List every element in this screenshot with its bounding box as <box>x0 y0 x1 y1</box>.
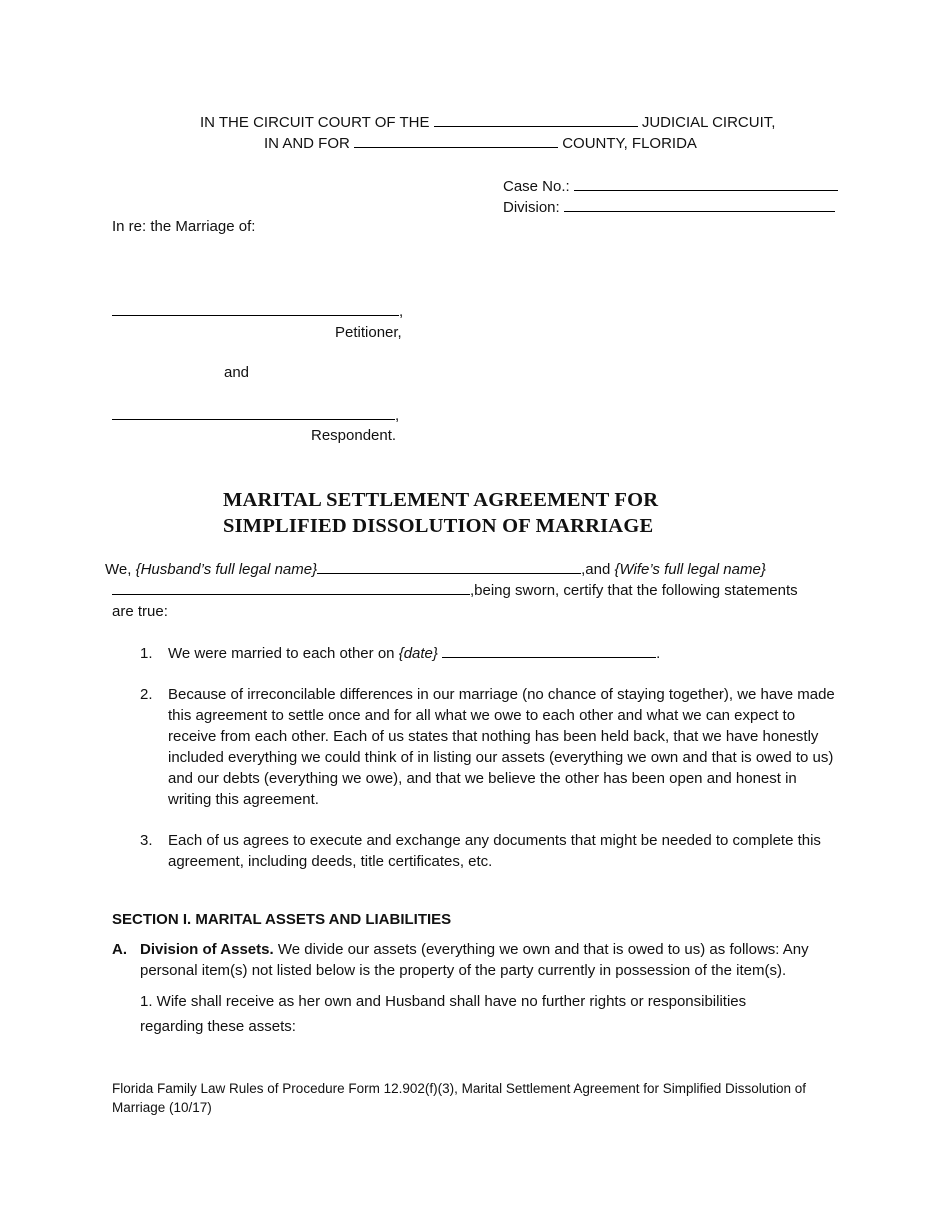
division-row <box>503 197 835 218</box>
item-number: 2. <box>140 686 153 703</box>
intro-line1 <box>105 559 766 580</box>
form-footer: Florida Family Law Rules of Procedure Form 12.902(f)(3), Marital Settlement Agreement for Simplified Dissolution of Marriage (10/17) <box>112 1081 807 1115</box>
are-true-text: are true: <box>112 603 168 620</box>
petitioner-name-row <box>112 301 403 322</box>
county-line <box>264 133 697 154</box>
county-prefix: IN AND FOR <box>264 135 350 152</box>
court-circuit-line <box>200 112 775 133</box>
wife-name-placeholder: {Wife’s full legal name} <box>614 561 766 578</box>
document-title-line2: SIMPLIFIED DISSOLUTION OF MARRIAGE <box>223 515 654 537</box>
item-married-date <box>168 643 660 664</box>
document-title-line1: MARITAL SETTLEMENT AGREEMENT FOR <box>223 489 659 511</box>
husband-name-placeholder: {Husband’s full legal name} <box>135 561 318 578</box>
division-blank[interactable] <box>564 197 835 212</box>
case-no-label: Case No.: <box>503 178 570 195</box>
item-number: 1. <box>140 645 153 662</box>
section-heading: SECTION I. MARITAL ASSETS AND LIABILITIES <box>112 911 452 928</box>
comma: , <box>399 303 404 320</box>
respondent-label: Respondent. <box>311 427 397 444</box>
court-prefix: IN THE CIRCUIT COURT OF THE <box>200 114 430 131</box>
court-suffix: JUDICIAL CIRCUIT, <box>641 114 776 131</box>
marriage-date-blank[interactable] <box>442 643 656 658</box>
division-of-assets-text: We divide our assets (everything we own and that is owed to us) as follows: Any personal item(s) not listed below is the property of the party currently in possession of the item(s). <box>140 941 809 979</box>
section-a-label: A. <box>112 941 127 958</box>
division-of-assets-paragraph <box>140 939 845 981</box>
and-text: ,and <box>581 561 611 578</box>
county-blank[interactable] <box>354 133 558 148</box>
division-label: Division: <box>503 199 560 216</box>
and-label: and <box>224 364 250 381</box>
we-text: We, <box>105 561 132 578</box>
comma: , <box>395 407 400 424</box>
item-text: We were married to each other on <box>168 645 395 662</box>
item-number: 3. <box>140 832 153 849</box>
wife-assets-clause: 1. Wife shall receive as her own and Husband shall have no further rights or responsibilities regarding these assets: <box>140 993 747 1035</box>
respondent-name-blank[interactable] <box>112 405 395 420</box>
item-end: . <box>656 645 661 662</box>
case-no-blank[interactable] <box>574 176 838 191</box>
item-execute-documents: Each of us agrees to execute and exchange any documents that might be needed to complete this agreement, including deeds, title certificates, etc. <box>168 832 821 870</box>
in-re-label: In re: the Marriage of: <box>112 218 256 235</box>
petitioner-label: Petitioner, <box>335 324 402 341</box>
husband-name-blank[interactable] <box>317 559 581 574</box>
respondent-name-row <box>112 405 399 426</box>
date-placeholder: {date} <box>398 645 438 662</box>
petitioner-name-blank[interactable] <box>112 301 399 316</box>
case-no-row <box>503 176 838 197</box>
county-suffix: COUNTY, FLORIDA <box>562 135 697 152</box>
division-of-assets-title: Division of Assets. <box>140 941 274 958</box>
wife-name-blank[interactable] <box>112 580 470 595</box>
sworn-text: ,being sworn, certify that the following statements <box>470 582 798 599</box>
judicial-circuit-blank[interactable] <box>434 112 638 127</box>
item-irreconcilable-differences: Because of irreconcilable differences in our marriage (no chance of staying together), we have made this agreement to settle once and for all what we owe to each other and what we can expect to receive from each other. Each of us states that nothing has been held back, that we have honestly included everything we could think of in listing our assets (everything we own and that is owed to us) and our debts (everything we owe), and that we believe the other has been open and honest in writing this agreement. <box>168 686 835 808</box>
intro-line2 <box>112 580 798 601</box>
